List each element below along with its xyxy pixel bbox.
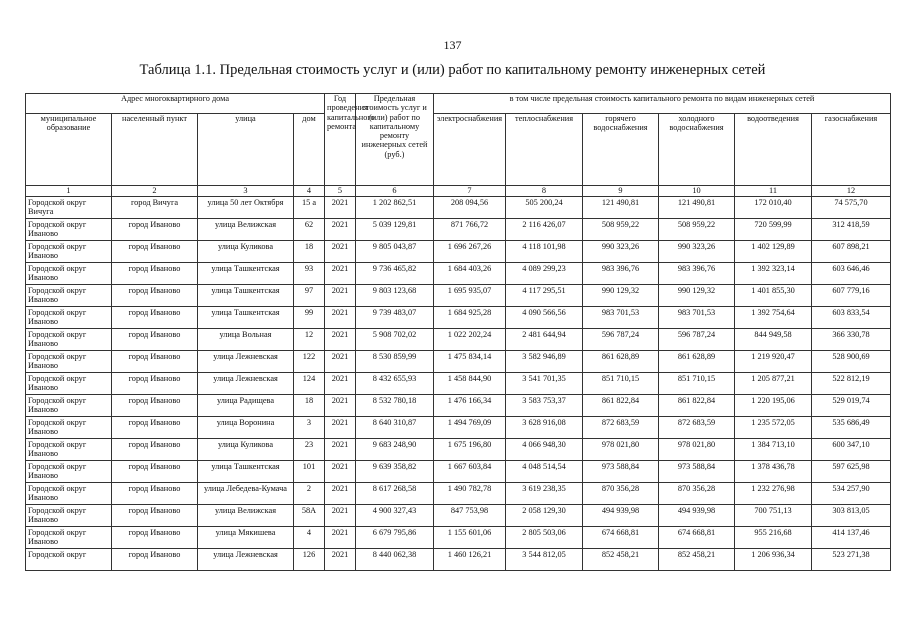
cell-street: улица Куликова bbox=[198, 439, 294, 461]
column-number: 7 bbox=[434, 186, 506, 197]
header-heating: теплоснабжения bbox=[506, 114, 583, 186]
cell-gas: 534 257,90 bbox=[812, 483, 891, 505]
cell-cold-water: 674 668,81 bbox=[659, 527, 735, 549]
cell-house: 4 bbox=[294, 527, 325, 549]
table-row bbox=[26, 307, 891, 329]
cell-street: улица Куликова bbox=[198, 241, 294, 263]
cell-year: 2021 bbox=[325, 285, 356, 307]
cell-house: 23 bbox=[294, 439, 325, 461]
cell-electricity: 1 684 403,26 bbox=[434, 263, 506, 285]
cell-municipality: Городской округ Иваново bbox=[26, 395, 112, 417]
header-address-group: Адрес многоквартирного дома bbox=[26, 94, 325, 114]
cell-street: улица Мякишева bbox=[198, 527, 294, 549]
cell-year: 2021 bbox=[325, 307, 356, 329]
cell-heating: 3 582 946,89 bbox=[506, 351, 583, 373]
cell-limit-cost: 9 683 248,90 bbox=[356, 439, 434, 461]
cell-limit-cost: 4 900 327,43 bbox=[356, 505, 434, 527]
cell-limit-cost: 8 530 859,99 bbox=[356, 351, 434, 373]
column-number: 2 bbox=[112, 186, 198, 197]
cell-municipality: Городской округ Иваново bbox=[26, 527, 112, 549]
cell-cold-water: 596 787,24 bbox=[659, 329, 735, 351]
cell-house: 2 bbox=[294, 483, 325, 505]
table-row bbox=[26, 351, 891, 373]
cell-limit-cost: 9 805 043,87 bbox=[356, 241, 434, 263]
table-row bbox=[26, 527, 891, 549]
header-street: улица bbox=[198, 114, 294, 186]
cell-municipality: Городской округ Иваново bbox=[26, 439, 112, 461]
cell-settlement: город Иваново bbox=[112, 263, 198, 285]
cell-municipality: Городской округ Иваново bbox=[26, 263, 112, 285]
cell-drainage: 1 206 936,34 bbox=[735, 549, 812, 571]
cell-limit-cost: 5 908 702,02 bbox=[356, 329, 434, 351]
column-number: 10 bbox=[659, 186, 735, 197]
cell-electricity: 1 696 267,26 bbox=[434, 241, 506, 263]
header-cold-water: холодного водоснабжения bbox=[659, 114, 735, 186]
column-number: 12 bbox=[812, 186, 891, 197]
cell-limit-cost: 9 739 483,07 bbox=[356, 307, 434, 329]
cell-limit-cost: 9 736 465,82 bbox=[356, 263, 434, 285]
cell-hot-water: 983 701,53 bbox=[583, 307, 659, 329]
cell-hot-water: 851 710,15 bbox=[583, 373, 659, 395]
cell-cold-water: 978 021,80 bbox=[659, 439, 735, 461]
cell-electricity: 208 094,56 bbox=[434, 197, 506, 219]
cell-settlement: город Иваново bbox=[112, 417, 198, 439]
cell-municipality: Городской округ Иваново bbox=[26, 483, 112, 505]
cell-limit-cost: 9 803 123,68 bbox=[356, 285, 434, 307]
cell-municipality: Городской округ Иваново bbox=[26, 351, 112, 373]
header-gas: газоснабжения bbox=[812, 114, 891, 186]
column-number: 3 bbox=[198, 186, 294, 197]
header-hot-water: горячего водоснабжения bbox=[583, 114, 659, 186]
cell-cold-water: 973 588,84 bbox=[659, 461, 735, 483]
cell-municipality: Городской округ bbox=[26, 549, 112, 571]
cell-year: 2021 bbox=[325, 329, 356, 351]
cell-electricity: 1 458 844,90 bbox=[434, 373, 506, 395]
cell-hot-water: 978 021,80 bbox=[583, 439, 659, 461]
cell-limit-cost: 9 639 358,82 bbox=[356, 461, 434, 483]
column-number: 6 bbox=[356, 186, 434, 197]
cell-hot-water: 990 323,26 bbox=[583, 241, 659, 263]
cell-drainage: 844 949,58 bbox=[735, 329, 812, 351]
cell-gas: 603 646,46 bbox=[812, 263, 891, 285]
table-row bbox=[26, 505, 891, 527]
cell-settlement: город Вичуга bbox=[112, 197, 198, 219]
cell-street: улица Ташкентская bbox=[198, 307, 294, 329]
cell-cold-water: 861 628,89 bbox=[659, 351, 735, 373]
cell-house: 18 bbox=[294, 395, 325, 417]
cell-heating: 4 048 514,54 bbox=[506, 461, 583, 483]
cell-municipality: Городской округ Иваново bbox=[26, 307, 112, 329]
cell-settlement: город Иваново bbox=[112, 285, 198, 307]
table-row bbox=[26, 219, 891, 241]
cell-settlement: город Иваново bbox=[112, 527, 198, 549]
cell-street: улица Лежневская bbox=[198, 549, 294, 571]
cell-gas: 603 833,54 bbox=[812, 307, 891, 329]
column-number: 8 bbox=[506, 186, 583, 197]
header-by-type-group: в том числе предельная стоимость капитального ремонта по видам инженерных сетей bbox=[434, 94, 891, 114]
header-limit-cost: Предельная стоимость услуг и (или) работ по капитальному ремонту инженерных сетей (руб.) bbox=[356, 94, 434, 186]
cell-gas: 529 019,74 bbox=[812, 395, 891, 417]
cell-gas: 312 418,59 bbox=[812, 219, 891, 241]
cell-municipality: Городской округ Иваново bbox=[26, 417, 112, 439]
cell-settlement: город Иваново bbox=[112, 373, 198, 395]
cell-street: улица Ташкентская bbox=[198, 263, 294, 285]
cell-gas: 607 898,21 bbox=[812, 241, 891, 263]
cell-gas: 366 330,78 bbox=[812, 329, 891, 351]
cell-heating: 2 116 426,07 bbox=[506, 219, 583, 241]
cell-settlement: город Иваново bbox=[112, 219, 198, 241]
cell-hot-water: 990 129,32 bbox=[583, 285, 659, 307]
cell-hot-water: 870 356,28 bbox=[583, 483, 659, 505]
table-row bbox=[26, 329, 891, 351]
table-row bbox=[26, 373, 891, 395]
header-year: Год проведения капитального ремонта bbox=[325, 94, 356, 186]
cell-settlement: город Иваново bbox=[112, 439, 198, 461]
table-body bbox=[26, 197, 891, 571]
header-electricity: электроснабжения bbox=[434, 114, 506, 186]
cell-gas: 522 812,19 bbox=[812, 373, 891, 395]
cell-electricity: 1 695 935,07 bbox=[434, 285, 506, 307]
cell-hot-water: 508 959,22 bbox=[583, 219, 659, 241]
cell-heating: 2 805 503,06 bbox=[506, 527, 583, 549]
cell-year: 2021 bbox=[325, 373, 356, 395]
cell-settlement: город Иваново bbox=[112, 329, 198, 351]
cell-gas: 303 813,05 bbox=[812, 505, 891, 527]
cell-cold-water: 851 710,15 bbox=[659, 373, 735, 395]
cell-cold-water: 983 701,53 bbox=[659, 307, 735, 329]
cell-municipality: Городской округ Иваново bbox=[26, 329, 112, 351]
cell-municipality: Городской округ Иваново bbox=[26, 461, 112, 483]
cell-electricity: 1 675 196,80 bbox=[434, 439, 506, 461]
cell-street: улица Ташкентская bbox=[198, 285, 294, 307]
cell-drainage: 1 235 572,05 bbox=[735, 417, 812, 439]
column-number: 4 bbox=[294, 186, 325, 197]
cell-street: улица Вольная bbox=[198, 329, 294, 351]
cell-drainage: 1 402 129,89 bbox=[735, 241, 812, 263]
cell-heating: 505 200,24 bbox=[506, 197, 583, 219]
cell-year: 2021 bbox=[325, 351, 356, 373]
cell-heating: 2 058 129,30 bbox=[506, 505, 583, 527]
cell-drainage: 172 010,40 bbox=[735, 197, 812, 219]
header-house: дом bbox=[294, 114, 325, 186]
cell-cold-water: 983 396,76 bbox=[659, 263, 735, 285]
cell-street: улица 50 лет Октября bbox=[198, 197, 294, 219]
table-row bbox=[26, 439, 891, 461]
column-number: 1 bbox=[26, 186, 112, 197]
cell-limit-cost: 1 202 862,51 bbox=[356, 197, 434, 219]
table-row bbox=[26, 549, 891, 571]
cell-year: 2021 bbox=[325, 505, 356, 527]
cell-cold-water: 861 822,84 bbox=[659, 395, 735, 417]
cell-municipality: Городской округ Иваново bbox=[26, 285, 112, 307]
cell-cold-water: 870 356,28 bbox=[659, 483, 735, 505]
cell-limit-cost: 8 440 062,38 bbox=[356, 549, 434, 571]
table-row bbox=[26, 197, 891, 219]
cell-drainage: 1 384 713,10 bbox=[735, 439, 812, 461]
cell-heating: 4 089 299,23 bbox=[506, 263, 583, 285]
cell-year: 2021 bbox=[325, 197, 356, 219]
cell-gas: 607 779,16 bbox=[812, 285, 891, 307]
cell-hot-water: 861 628,89 bbox=[583, 351, 659, 373]
cell-heating: 2 481 644,94 bbox=[506, 329, 583, 351]
cell-heating: 3 544 812,05 bbox=[506, 549, 583, 571]
cell-drainage: 720 599,99 bbox=[735, 219, 812, 241]
cell-street: улица Лежневская bbox=[198, 373, 294, 395]
table-row bbox=[26, 285, 891, 307]
cell-year: 2021 bbox=[325, 395, 356, 417]
column-number-row bbox=[26, 186, 891, 197]
table-row bbox=[26, 241, 891, 263]
cell-drainage: 1 219 920,47 bbox=[735, 351, 812, 373]
cell-heating: 4 118 101,98 bbox=[506, 241, 583, 263]
cell-year: 2021 bbox=[325, 263, 356, 285]
cell-house: 97 bbox=[294, 285, 325, 307]
cell-year: 2021 bbox=[325, 549, 356, 571]
cell-electricity: 1 155 601,06 bbox=[434, 527, 506, 549]
cell-cold-water: 508 959,22 bbox=[659, 219, 735, 241]
cell-heating: 4 117 295,51 bbox=[506, 285, 583, 307]
cell-settlement: город Иваново bbox=[112, 351, 198, 373]
cell-year: 2021 bbox=[325, 527, 356, 549]
cell-drainage: 1 232 276,98 bbox=[735, 483, 812, 505]
cell-year: 2021 bbox=[325, 219, 356, 241]
cell-hot-water: 596 787,24 bbox=[583, 329, 659, 351]
cell-house: 93 bbox=[294, 263, 325, 285]
cell-hot-water: 674 668,81 bbox=[583, 527, 659, 549]
cell-house: 58А bbox=[294, 505, 325, 527]
cell-electricity: 1 476 166,34 bbox=[434, 395, 506, 417]
page-number: 137 bbox=[443, 38, 462, 52]
cell-electricity: 1 490 782,78 bbox=[434, 483, 506, 505]
cell-electricity: 1 667 603,84 bbox=[434, 461, 506, 483]
cell-settlement: город Иваново bbox=[112, 549, 198, 571]
cell-electricity: 1 460 126,21 bbox=[434, 549, 506, 571]
cell-street: улица Лебедева-Кумача bbox=[198, 483, 294, 505]
cell-year: 2021 bbox=[325, 483, 356, 505]
cell-drainage: 955 216,68 bbox=[735, 527, 812, 549]
cell-street: улица Ташкентская bbox=[198, 461, 294, 483]
cell-heating: 4 090 566,56 bbox=[506, 307, 583, 329]
cell-drainage: 1 392 754,64 bbox=[735, 307, 812, 329]
cell-settlement: город Иваново bbox=[112, 505, 198, 527]
cell-year: 2021 bbox=[325, 417, 356, 439]
cell-gas: 597 625,98 bbox=[812, 461, 891, 483]
cell-limit-cost: 8 640 310,87 bbox=[356, 417, 434, 439]
cell-hot-water: 973 588,84 bbox=[583, 461, 659, 483]
cell-house: 124 bbox=[294, 373, 325, 395]
cell-municipality: Городской округ Вичуга bbox=[26, 197, 112, 219]
cell-hot-water: 872 683,59 bbox=[583, 417, 659, 439]
cell-municipality: Городской округ Иваново bbox=[26, 373, 112, 395]
cell-cold-water: 990 323,26 bbox=[659, 241, 735, 263]
cell-street: улица Радищева bbox=[198, 395, 294, 417]
cell-cold-water: 494 939,98 bbox=[659, 505, 735, 527]
cell-heating: 3 541 701,35 bbox=[506, 373, 583, 395]
table-row bbox=[26, 417, 891, 439]
cell-municipality: Городской округ Иваново bbox=[26, 505, 112, 527]
cell-settlement: город Иваново bbox=[112, 483, 198, 505]
table-row bbox=[26, 263, 891, 285]
cell-house: 122 bbox=[294, 351, 325, 373]
cell-electricity: 1 684 925,28 bbox=[434, 307, 506, 329]
cell-gas: 600 347,10 bbox=[812, 439, 891, 461]
cell-limit-cost: 6 679 795,86 bbox=[356, 527, 434, 549]
cell-electricity: 847 753,98 bbox=[434, 505, 506, 527]
page-title: Таблица 1.1. Предельная стоимость услуг и (или) работ по капитальному ремонту инженерных сетей bbox=[139, 62, 766, 78]
cell-settlement: город Иваново bbox=[112, 241, 198, 263]
cell-street: улица Велижская bbox=[198, 505, 294, 527]
column-number: 11 bbox=[735, 186, 812, 197]
cell-gas: 535 686,49 bbox=[812, 417, 891, 439]
cell-heating: 3 583 753,37 bbox=[506, 395, 583, 417]
cell-limit-cost: 8 532 780,18 bbox=[356, 395, 434, 417]
cell-limit-cost: 8 617 268,58 bbox=[356, 483, 434, 505]
cell-year: 2021 bbox=[325, 461, 356, 483]
cell-gas: 528 900,69 bbox=[812, 351, 891, 373]
cell-drainage: 1 220 195,06 bbox=[735, 395, 812, 417]
cell-house: 62 bbox=[294, 219, 325, 241]
cell-hot-water: 121 490,81 bbox=[583, 197, 659, 219]
cell-gas: 74 575,70 bbox=[812, 197, 891, 219]
cell-drainage: 1 205 877,21 bbox=[735, 373, 812, 395]
cell-settlement: город Иваново bbox=[112, 461, 198, 483]
cell-municipality: Городской округ Иваново bbox=[26, 241, 112, 263]
cell-year: 2021 bbox=[325, 439, 356, 461]
table-row bbox=[26, 395, 891, 417]
cell-electricity: 871 766,72 bbox=[434, 219, 506, 241]
cell-gas: 414 137,46 bbox=[812, 527, 891, 549]
cell-year: 2021 bbox=[325, 241, 356, 263]
cell-house: 101 bbox=[294, 461, 325, 483]
cost-table bbox=[25, 93, 891, 571]
cell-heating: 4 066 948,30 bbox=[506, 439, 583, 461]
cell-electricity: 1 475 834,14 bbox=[434, 351, 506, 373]
cell-settlement: город Иваново bbox=[112, 395, 198, 417]
column-number: 5 bbox=[325, 186, 356, 197]
table-row bbox=[26, 483, 891, 505]
cell-drainage: 1 392 323,14 bbox=[735, 263, 812, 285]
cell-street: улица Лежневская bbox=[198, 351, 294, 373]
cell-house: 3 bbox=[294, 417, 325, 439]
cell-drainage: 1 378 436,78 bbox=[735, 461, 812, 483]
cell-municipality: Городской округ Иваново bbox=[26, 219, 112, 241]
table-row bbox=[26, 461, 891, 483]
cell-street: улица Воронина bbox=[198, 417, 294, 439]
cell-house: 99 bbox=[294, 307, 325, 329]
cell-cold-water: 121 490,81 bbox=[659, 197, 735, 219]
cell-hot-water: 983 396,76 bbox=[583, 263, 659, 285]
cell-street: улица Велижская bbox=[198, 219, 294, 241]
cell-electricity: 1 022 202,24 bbox=[434, 329, 506, 351]
cell-cold-water: 872 683,59 bbox=[659, 417, 735, 439]
cell-house: 126 bbox=[294, 549, 325, 571]
cell-drainage: 1 401 855,30 bbox=[735, 285, 812, 307]
cell-hot-water: 494 939,98 bbox=[583, 505, 659, 527]
cell-cold-water: 852 458,21 bbox=[659, 549, 735, 571]
header-municipality: муниципальное образование bbox=[26, 114, 112, 186]
cell-limit-cost: 5 039 129,81 bbox=[356, 219, 434, 241]
cell-house: 12 bbox=[294, 329, 325, 351]
cell-limit-cost: 8 432 655,93 bbox=[356, 373, 434, 395]
cell-gas: 523 271,38 bbox=[812, 549, 891, 571]
cell-house: 15 а bbox=[294, 197, 325, 219]
header-settlement: населенный пункт bbox=[112, 114, 198, 186]
cell-heating: 3 628 916,08 bbox=[506, 417, 583, 439]
cell-house: 18 bbox=[294, 241, 325, 263]
cell-drainage: 700 751,13 bbox=[735, 505, 812, 527]
header-drainage: водоотведения bbox=[735, 114, 812, 186]
cell-heating: 3 619 238,35 bbox=[506, 483, 583, 505]
cell-settlement: город Иваново bbox=[112, 307, 198, 329]
cell-hot-water: 861 822,84 bbox=[583, 395, 659, 417]
cell-cold-water: 990 129,32 bbox=[659, 285, 735, 307]
cell-hot-water: 852 458,21 bbox=[583, 549, 659, 571]
column-number: 9 bbox=[583, 186, 659, 197]
cell-electricity: 1 494 769,09 bbox=[434, 417, 506, 439]
